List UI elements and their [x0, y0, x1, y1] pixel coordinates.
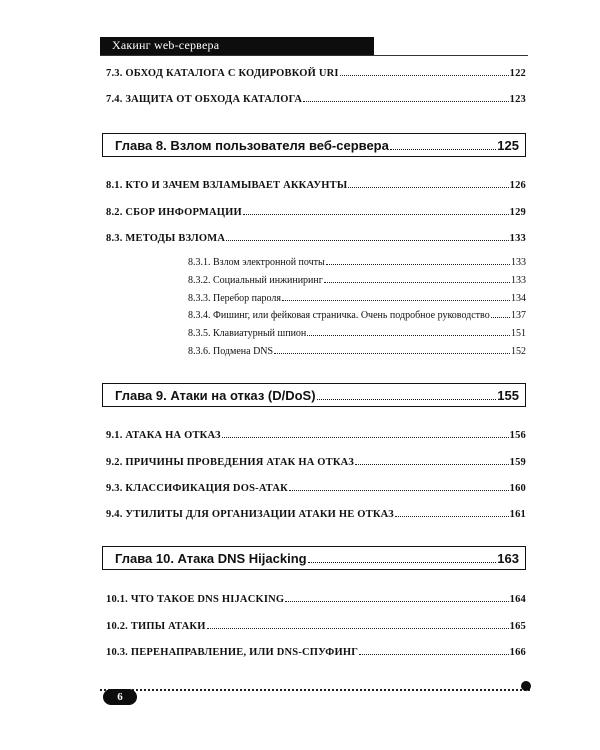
- toc-subentry-page: 137: [511, 310, 526, 321]
- toc-entry-title: 10.3. ПЕРЕНАПРАВЛЕНИЕ, ИЛИ DNS-СПУФИНГ: [106, 647, 359, 658]
- toc-entry-page: 166: [509, 647, 526, 658]
- dot-leader: [359, 654, 509, 655]
- toc-entry[interactable]: [106, 509, 526, 520]
- toc-subentry[interactable]: [188, 257, 526, 268]
- toc-entry[interactable]: [106, 621, 526, 632]
- toc-entry-title: 9.2. ПРИЧИНЫ ПРОВЕДЕНИЯ АТАК НА ОТКАЗ: [106, 457, 354, 468]
- toc-entry-title: 9.4. УТИЛИТЫ ДЛЯ ОРГАНИЗАЦИИ АТАКИ НЕ ОТКАЗ: [106, 509, 394, 520]
- dot-leader: [317, 399, 497, 400]
- toc-subentry[interactable]: [188, 310, 526, 321]
- toc-subentry-page: 134: [511, 293, 526, 304]
- chapter-page: 125: [497, 137, 519, 153]
- toc-subentry-title: 8.3.5. Клавиатурный шпион: [188, 328, 307, 339]
- dot-leader: [390, 149, 496, 150]
- toc-subentry-page: 151: [511, 328, 526, 339]
- dot-leader: [340, 75, 509, 76]
- chapter-title: Глава 10. Атака DNS Hijacking: [115, 550, 307, 566]
- dot-leader: [222, 437, 509, 438]
- dot-leader: [289, 490, 509, 491]
- toc-entry-page: 160: [509, 483, 526, 494]
- running-header: [100, 37, 374, 55]
- toc-entry-title: 10.1. ЧТО ТАКОЕ DNS HIJACKING: [106, 594, 285, 605]
- toc-subentry-title: 8.3.3. Перебор пароля: [188, 293, 281, 304]
- toc-subentry-title: 8.3.4. Фишинг, или фейковая страничка. Очень подробное руководство: [188, 310, 490, 321]
- dot-leader: [308, 562, 497, 563]
- footer-divider: [100, 689, 530, 691]
- chapter-heading[interactable]: [102, 133, 526, 157]
- toc-entry[interactable]: [106, 594, 526, 605]
- toc-entry-page: 123: [509, 94, 526, 105]
- dot-leader: [307, 335, 510, 336]
- dot-leader: [226, 240, 509, 241]
- toc-entry[interactable]: [106, 180, 526, 191]
- toc-entry-title: 9.3. КЛАССИФИКАЦИЯ DOS-АТАК: [106, 483, 288, 494]
- toc-entry-page: 165: [509, 621, 526, 632]
- toc-subentry-title: 8.3.6. Подмена DNS: [188, 346, 274, 357]
- chapter-heading[interactable]: [102, 383, 526, 407]
- toc-entry[interactable]: [106, 430, 526, 441]
- dot-leader: [326, 264, 510, 265]
- toc-entry-title: 8.3. МЕТОДЫ ВЗЛОМА: [106, 233, 226, 244]
- toc-subentry[interactable]: [188, 275, 526, 286]
- toc-entry-page: 126: [509, 180, 526, 191]
- toc-entry-page: 133: [509, 233, 526, 244]
- toc-subentry-title: 8.3.2. Социальный инжиниринг: [188, 275, 323, 286]
- chapter-heading[interactable]: [102, 546, 526, 570]
- toc-entry-page: 156: [509, 430, 526, 441]
- toc-subentry-page: 133: [511, 275, 526, 286]
- toc-subentry[interactable]: [188, 346, 526, 357]
- toc-subentry-page: 152: [511, 346, 526, 357]
- dot-leader: [395, 516, 509, 517]
- chapter-title: Глава 8. Взлом пользователя веб-сервера: [115, 137, 389, 153]
- toc-subentry[interactable]: [188, 293, 526, 304]
- toc-entry[interactable]: [106, 647, 526, 658]
- toc-entry[interactable]: [106, 233, 526, 244]
- toc-entry-title: 8.1. КТО И ЗАЧЕМ ВЗЛАМЫВАЕТ АККАУНТЫ: [106, 180, 348, 191]
- toc-entry[interactable]: [106, 94, 526, 105]
- toc-entry-title: 7.3. ОБХОД КАТАЛОГА С КОДИРОВКОЙ URI: [106, 68, 339, 79]
- toc-entry[interactable]: [106, 207, 526, 218]
- footer-dot-ornament: [521, 681, 531, 691]
- dot-leader: [303, 101, 509, 102]
- toc-entry[interactable]: [106, 457, 526, 468]
- dot-leader: [491, 317, 510, 318]
- header-divider: [100, 55, 528, 56]
- chapter-page: 163: [497, 550, 519, 566]
- dot-leader: [207, 628, 509, 629]
- toc-entry-title: 9.1. АТАКА НА ОТКАЗ: [106, 430, 221, 441]
- toc-subentry-page: 133: [511, 257, 526, 268]
- dot-leader: [243, 214, 509, 215]
- toc-subentry-title: 8.3.1. Взлом электронной почты: [188, 257, 325, 268]
- toc-entry-page: 129: [509, 207, 526, 218]
- chapter-title: Глава 9. Атаки на отказ (D/DoS): [115, 387, 316, 403]
- dot-leader: [282, 300, 510, 301]
- page-number-badge: 6: [103, 689, 137, 705]
- running-header-title: Хакинг web-сервера: [112, 38, 220, 52]
- toc-entry-page: 161: [509, 509, 526, 520]
- toc-entry[interactable]: [106, 483, 526, 494]
- toc-entry-title: 10.2. ТИПЫ АТАКИ: [106, 621, 206, 632]
- dot-leader: [348, 187, 508, 188]
- toc-entry-title: 8.2. СБОР ИНФОРМАЦИИ: [106, 207, 242, 218]
- toc-entry-page: 122: [509, 68, 526, 79]
- toc-subentry[interactable]: [188, 328, 526, 339]
- toc-entry-title: 7.4. ЗАЩИТА ОТ ОБХОДА КАТАЛОГА: [106, 94, 303, 105]
- dot-leader: [355, 464, 509, 465]
- toc-entry-page: 164: [509, 594, 526, 605]
- toc-entry-page: 159: [509, 457, 526, 468]
- dot-leader: [324, 282, 510, 283]
- toc-entry[interactable]: [106, 68, 526, 79]
- chapter-page: 155: [497, 387, 519, 403]
- dot-leader: [285, 601, 508, 602]
- dot-leader: [274, 353, 510, 354]
